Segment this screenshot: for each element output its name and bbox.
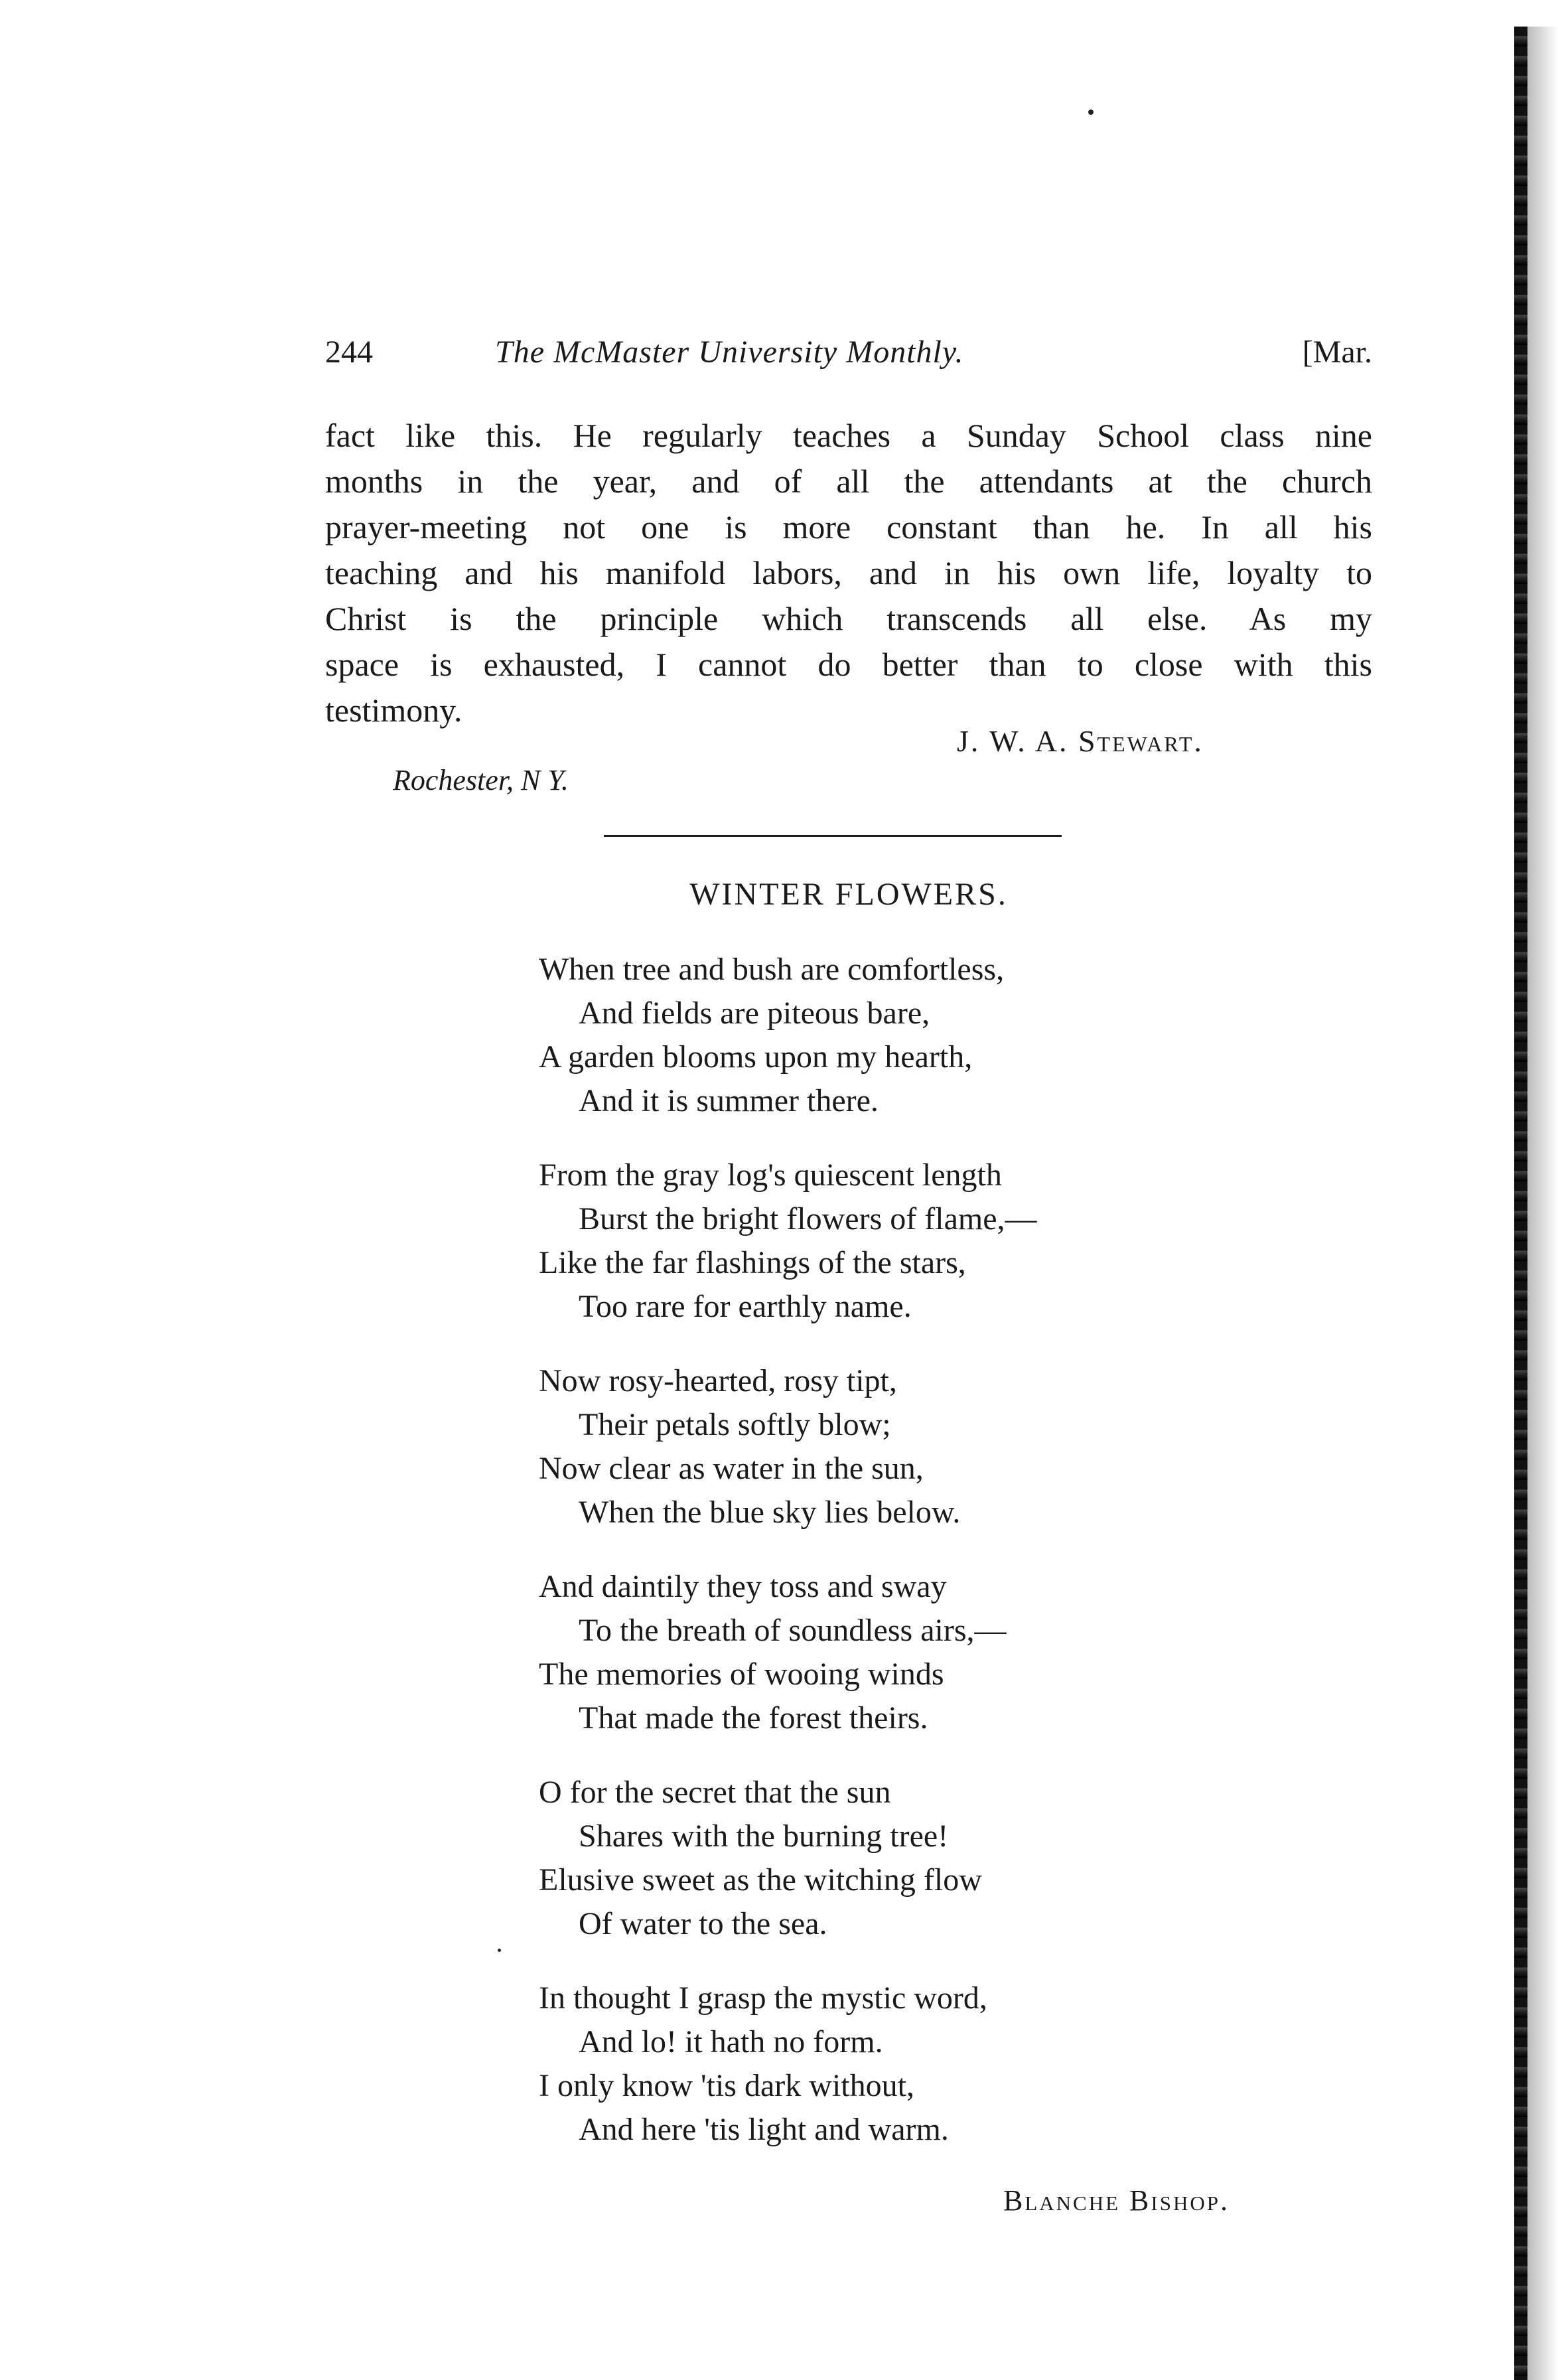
- stanza: [539, 1976, 1037, 2152]
- journal-title: The McMaster University Monthly.: [495, 335, 964, 370]
- article-signature: [957, 723, 1204, 759]
- poem-line: When the blue sky lies below.: [579, 1495, 961, 1530]
- scan-speck: [1088, 110, 1094, 115]
- poem-line: And lo! it hath no form.: [579, 2024, 883, 2059]
- running-head: [325, 334, 1372, 382]
- poem-title: WINTER FLOWERS.: [689, 877, 1008, 912]
- poem-line: And it is summer there.: [579, 1083, 879, 1118]
- poem-line: Too rare for earthly name.: [579, 1289, 912, 1324]
- poem-line: And here 'tis light and warm.: [579, 2112, 949, 2147]
- binding-shadow: [1527, 27, 1558, 2380]
- prose-line: Christ is the principle which transcends all else. As my: [325, 600, 1372, 637]
- prose-line: teaching and his manifold labors, and in his own life, loyalty to: [325, 554, 1372, 591]
- prose-line: testimony.: [325, 692, 462, 729]
- poem-line: I only know 'tis dark without,: [539, 2068, 914, 2103]
- poem-line: Their petals softly blow;: [579, 1407, 891, 1442]
- poem-author: Blanche Bishop.: [1003, 2184, 1230, 2217]
- poem-line: Burst the bright flowers of flame,—: [579, 1201, 1037, 1236]
- section-divider: [604, 835, 1062, 837]
- poem-line: Shares with the burning tree!: [579, 1819, 949, 1854]
- signature-name: Stewart.: [1078, 724, 1204, 758]
- poem-line: To the breath of soundless airs,—: [579, 1613, 1007, 1648]
- poem-line: Of water to the sea.: [579, 1906, 827, 1941]
- poem-line: Now rosy-hearted, rosy tipt,: [539, 1363, 897, 1398]
- page-number: 244: [325, 335, 373, 370]
- poem-line: From the gray log's quiescent length: [539, 1157, 1002, 1193]
- poem-line: That made the forest theirs.: [579, 1700, 928, 1736]
- signature-place: Rochester, N Y.: [393, 764, 569, 796]
- poem-line: Now clear as water in the sun,: [539, 1451, 924, 1486]
- poem-line: Elusive sweet as the witching flow: [539, 1862, 982, 1897]
- poem-line: And fields are piteous bare,: [579, 996, 930, 1031]
- poem-line: A garden blooms upon my hearth,: [539, 1039, 973, 1075]
- stanza: [539, 1565, 1037, 1740]
- stanza: [539, 1359, 1037, 1534]
- poem-line: When tree and bush are comfortless,: [539, 952, 1005, 987]
- stanza: [539, 948, 1037, 1123]
- prose-line: space is exhausted, I cannot do better than to close with this: [325, 646, 1372, 683]
- scan-speck: [498, 1949, 501, 1952]
- prose-line: prayer-meeting not one is more constant than he. In all his: [325, 508, 1372, 546]
- prose-line: fact like this. He regularly teaches a Sunday School class nine: [325, 417, 1372, 454]
- issue-month: [Mar.: [1302, 335, 1372, 370]
- binding-edge: [1514, 27, 1527, 2380]
- poem-line: Like the far flashings of the stars,: [539, 1245, 966, 1280]
- signature-initials: J. W. A.: [957, 724, 1069, 758]
- article-ending: [325, 413, 1372, 733]
- prose-line: months in the year, and of all the attendants at the church: [325, 463, 1372, 500]
- stanza: [539, 1153, 1037, 1329]
- stanza: [539, 1771, 1037, 1946]
- poem-line: O for the secret that the sun: [539, 1775, 891, 1810]
- poem-body: [539, 948, 1037, 2182]
- poem-line: The memories of wooing winds: [539, 1657, 944, 1692]
- poem-line: In thought I grasp the mystic word,: [539, 1980, 987, 2016]
- poem-line: And daintily they toss and sway: [539, 1569, 947, 1604]
